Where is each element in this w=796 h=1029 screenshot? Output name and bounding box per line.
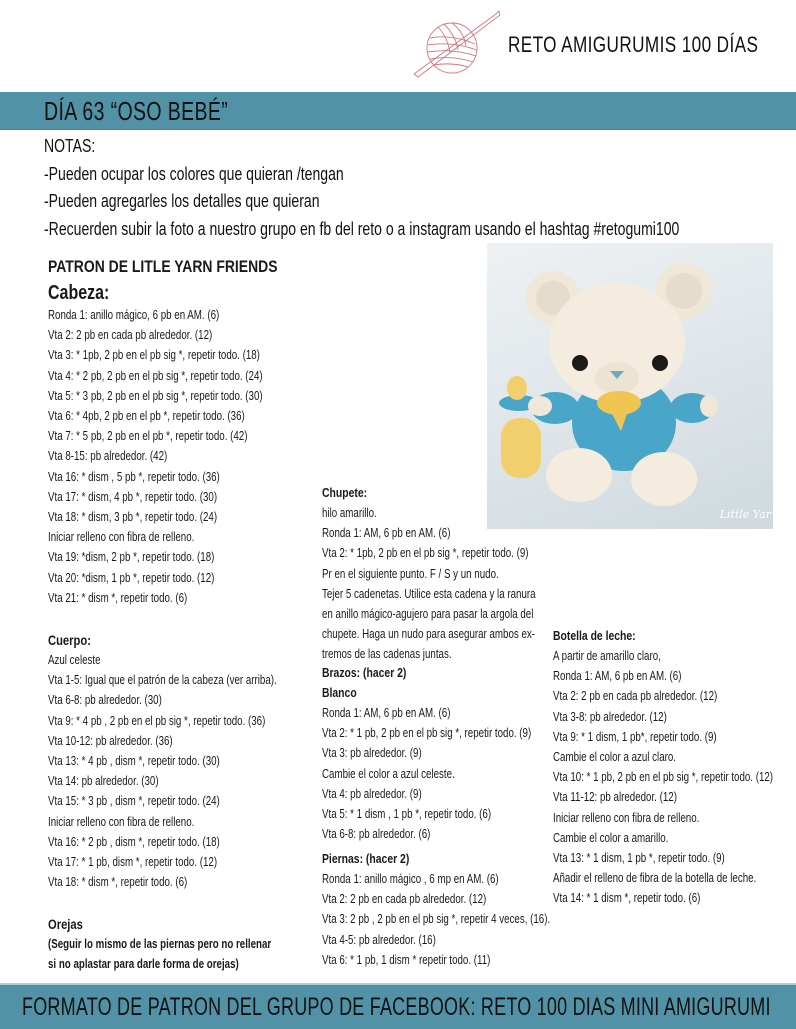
brand-title: RETO AMIGURUMIS 100 DÍAS	[508, 32, 759, 57]
pattern-row: Vta 5: * 1 dism , 1 pb *, repetir todo. (6)	[322, 807, 492, 822]
pattern-row: Tejer 5 cadenetas. Utilice esta cadena y la ranura	[322, 586, 536, 601]
pattern-row: Cambie el color a amarillo.	[553, 830, 669, 845]
pattern-row: Vta 3-8: pb alrededor. (12)	[553, 709, 667, 724]
pattern-row: A partir de amarillo claro,	[553, 649, 661, 663]
pattern-row: Vta 7: * 5 pb, 2 pb en el pb *, repetir todo. (42)	[48, 429, 248, 444]
pattern-row: Vta 15: * 3 pb , dism *, repetir todo. (24)	[48, 794, 220, 809]
cuerpo-section	[48, 630, 341, 892]
notes-heading: NOTAS:	[44, 136, 96, 156]
pattern-row: Ronda 1: AM, 6 pb en AM. (6)	[322, 706, 451, 720]
pattern-row: Vta 16: * 2 pb , dism *, repetir todo. (18)	[48, 834, 220, 849]
pattern-row: Vta 2: * 1pb, 2 pb en el pb sig *, repetir todo. (9)	[322, 546, 529, 561]
piernas-title: Piernas: (hacer 2)	[322, 851, 410, 866]
pattern-row: Vta 17: * 1 pb, dism *, repetir todo. (12)	[48, 855, 218, 870]
pattern-heading: PATRON DE LITLE YARN FRIENDS	[48, 257, 278, 276]
pattern-row: Vta 8-15: pb alrededor. (42)	[48, 449, 168, 464]
pattern-row: Iniciar relleno con fibra de relleno.	[553, 810, 700, 825]
cabeza-section	[48, 305, 323, 608]
pattern-row: Vta 4: pb alrededor. (9)	[322, 786, 422, 801]
pattern-row: Vta 3: pb alrededor. (9)	[322, 746, 422, 761]
cuerpo-title: Cuerpo:	[48, 632, 91, 648]
pattern-row: Pr en el siguiente punto. F / S y un nudo.	[322, 566, 499, 581]
pattern-row: Vta 13: * 1 dism, 1 pb *, repetir todo. (9)	[553, 851, 725, 866]
pattern-row: Vta 17: * dism, 4 pb *, repetir todo. (30)	[48, 489, 218, 504]
yarn-ball-crochet-hook-icon	[408, 8, 508, 78]
pattern-row: (Seguir lo mismo de las piernas pero no rellenar	[48, 937, 272, 951]
pattern-row: Vta 14: * 1 dism *, repetir todo. (6)	[553, 891, 701, 906]
pattern-row: Ronda 1: anillo mágico , 6 mp en AM. (6)	[322, 872, 499, 886]
brazos-color-label: Blanco	[322, 685, 357, 700]
pattern-row: Vta 14: pb alrededor. (30)	[48, 774, 159, 789]
pattern-row: Vta 10-12: pb alrededor. (36)	[48, 733, 173, 748]
pattern-row: Vta 16: * dism , 5 pb *, repetir todo. (36)	[48, 469, 220, 484]
pattern-row: si no aplastar para darle forma de orejas)	[48, 957, 239, 972]
botella-section	[553, 626, 796, 909]
pattern-row: Vta 2: * 1 pb, 2 pb en el pb sig *, repetir todo. (9)	[322, 726, 532, 741]
pattern-row: Vta 4: * 2 pb, 2 pb en el pb sig *, repetir todo. (24)	[48, 368, 263, 383]
pattern-row: Vta 6-8: pb alrededor. (6)	[322, 827, 431, 842]
pattern-row: Vta 20: *dism, 1 pb *, repetir todo. (12)	[48, 570, 215, 585]
pattern-row: Vta 6-8: pb alrededor. (30)	[48, 693, 162, 708]
pattern-row: chupete. Haga un nudo para asegurar ambos ex-	[322, 627, 536, 642]
footer-text: FORMATO DE PATRON DEL GRUPO DE FACEBOOK: RETO 100 DIAS MINI AMIGURUMI	[22, 993, 771, 1021]
pattern-row: Vta 19: *dism, 2 pb *, repetir todo. (18)	[48, 550, 215, 565]
pattern-row: Vta 5: * 3 pb, 2 pb en el pb sig *, repetir todo. (30)	[48, 388, 263, 403]
pattern-row: Vta 9: * 1 dism, 1 pb*, repetir todo. (9)	[553, 729, 717, 744]
pattern-row: Vta 21: * dism *, repetir todo. (6)	[48, 590, 188, 605]
pattern-row: Iniciar relleno con fibra de relleno.	[48, 814, 195, 829]
pattern-row: Vta 2: 2 pb en cada pb alrededor. (12)	[322, 892, 487, 907]
pattern-row: Vta 11-12: pb alrededor. (12)	[553, 790, 677, 805]
pattern-row: Ronda 1: AM, 6 pb en AM. (6)	[553, 669, 682, 684]
pattern-row: tremos de las cadenas juntas.	[322, 647, 452, 662]
pattern-row: Ronda 1: AM, 6 pb en AM. (6)	[322, 526, 451, 541]
note-item: -Recuerden subir la foto a nuestro grupo en fb del reto o a instagram usando el hashtag #retogumi100	[44, 218, 680, 239]
pattern-row: Cambie el color a azul claro.	[553, 750, 677, 765]
pattern-row: Azul celeste	[48, 653, 101, 667]
pattern-row: Vta 3: 2 pb , 2 pb en el pb sig *, repetir 4 veces, (16).	[322, 912, 551, 927]
pattern-row: Vta 4-5: pb alrededor. (16)	[322, 932, 436, 947]
page-header	[0, 0, 796, 92]
page-title: DÍA 63 “OSO BEBÉ”	[44, 96, 229, 126]
pattern-row: Vta 6: * 4pb, 2 pb en el pb *, repetir todo. (36)	[48, 409, 245, 424]
photo-watermark: Little Yar	[719, 508, 771, 521]
brazos-title: Brazos: (hacer 2)	[322, 665, 407, 680]
pattern-row: Vta 2: 2 pb en cada pb alrededor. (12)	[48, 328, 213, 343]
note-item: -Pueden agregarles los detalles que quieran	[44, 191, 320, 211]
pattern-row: Vta 2: 2 pb en cada pb alrededor. (12)	[553, 689, 718, 704]
brazos-section	[322, 663, 590, 844]
pattern-row: Vta 18: * dism, 3 pb *, repetir todo. (24)	[48, 510, 218, 525]
orejas-title: Orejas	[48, 916, 83, 932]
note-item: -Pueden ocupar los colores que quieran /tengan	[44, 163, 344, 184]
pattern-row: Vta 18: * dism *, repetir todo. (6)	[48, 875, 188, 890]
pattern-row: en anillo mágico-agujero para pasar la argola del	[322, 607, 534, 622]
pattern-row: Vta 6: * 1 pb, 1 dism * repetir todo. (11)	[322, 952, 491, 967]
pattern-row: Vta 13: * 4 pb , dism *, repetir todo. (30)	[48, 754, 220, 769]
pattern-row: Ronda 1: anillo mágico, 6 pb en AM. (6)	[48, 308, 220, 322]
cabeza-title: Cabeza:	[48, 282, 110, 304]
botella-title: Botella de leche:	[553, 628, 636, 643]
pattern-row: hilo amarillo.	[322, 506, 377, 520]
title-bar	[0, 92, 796, 130]
pattern-row: Vta 10: * 1 pb, 2 pb en el pb sig *, repetir todo. (12)	[553, 770, 774, 785]
notes-section	[44, 133, 784, 243]
pattern-row: Vta 3: * 1pb, 2 pb en el pb sig *, repetir todo. (18)	[48, 348, 260, 363]
pattern-row: Vta 9: * 4 pb , 2 pb en el pb sig *, repetir todo. (36)	[48, 713, 266, 728]
pattern-row: Vta 1-5: Igual que el patrón de la cabeza (ver arriba).	[48, 673, 277, 688]
pattern-row: Añadir el relleno de fibra de la botella de leche.	[553, 871, 757, 886]
pattern-row: Iniciar relleno con fibra de relleno.	[48, 530, 195, 545]
pattern-row: Cambie el color a azul celeste.	[322, 766, 455, 781]
page-footer	[0, 983, 796, 1029]
chupete-title: Chupete:	[322, 485, 368, 500]
orejas-section	[48, 914, 334, 974]
